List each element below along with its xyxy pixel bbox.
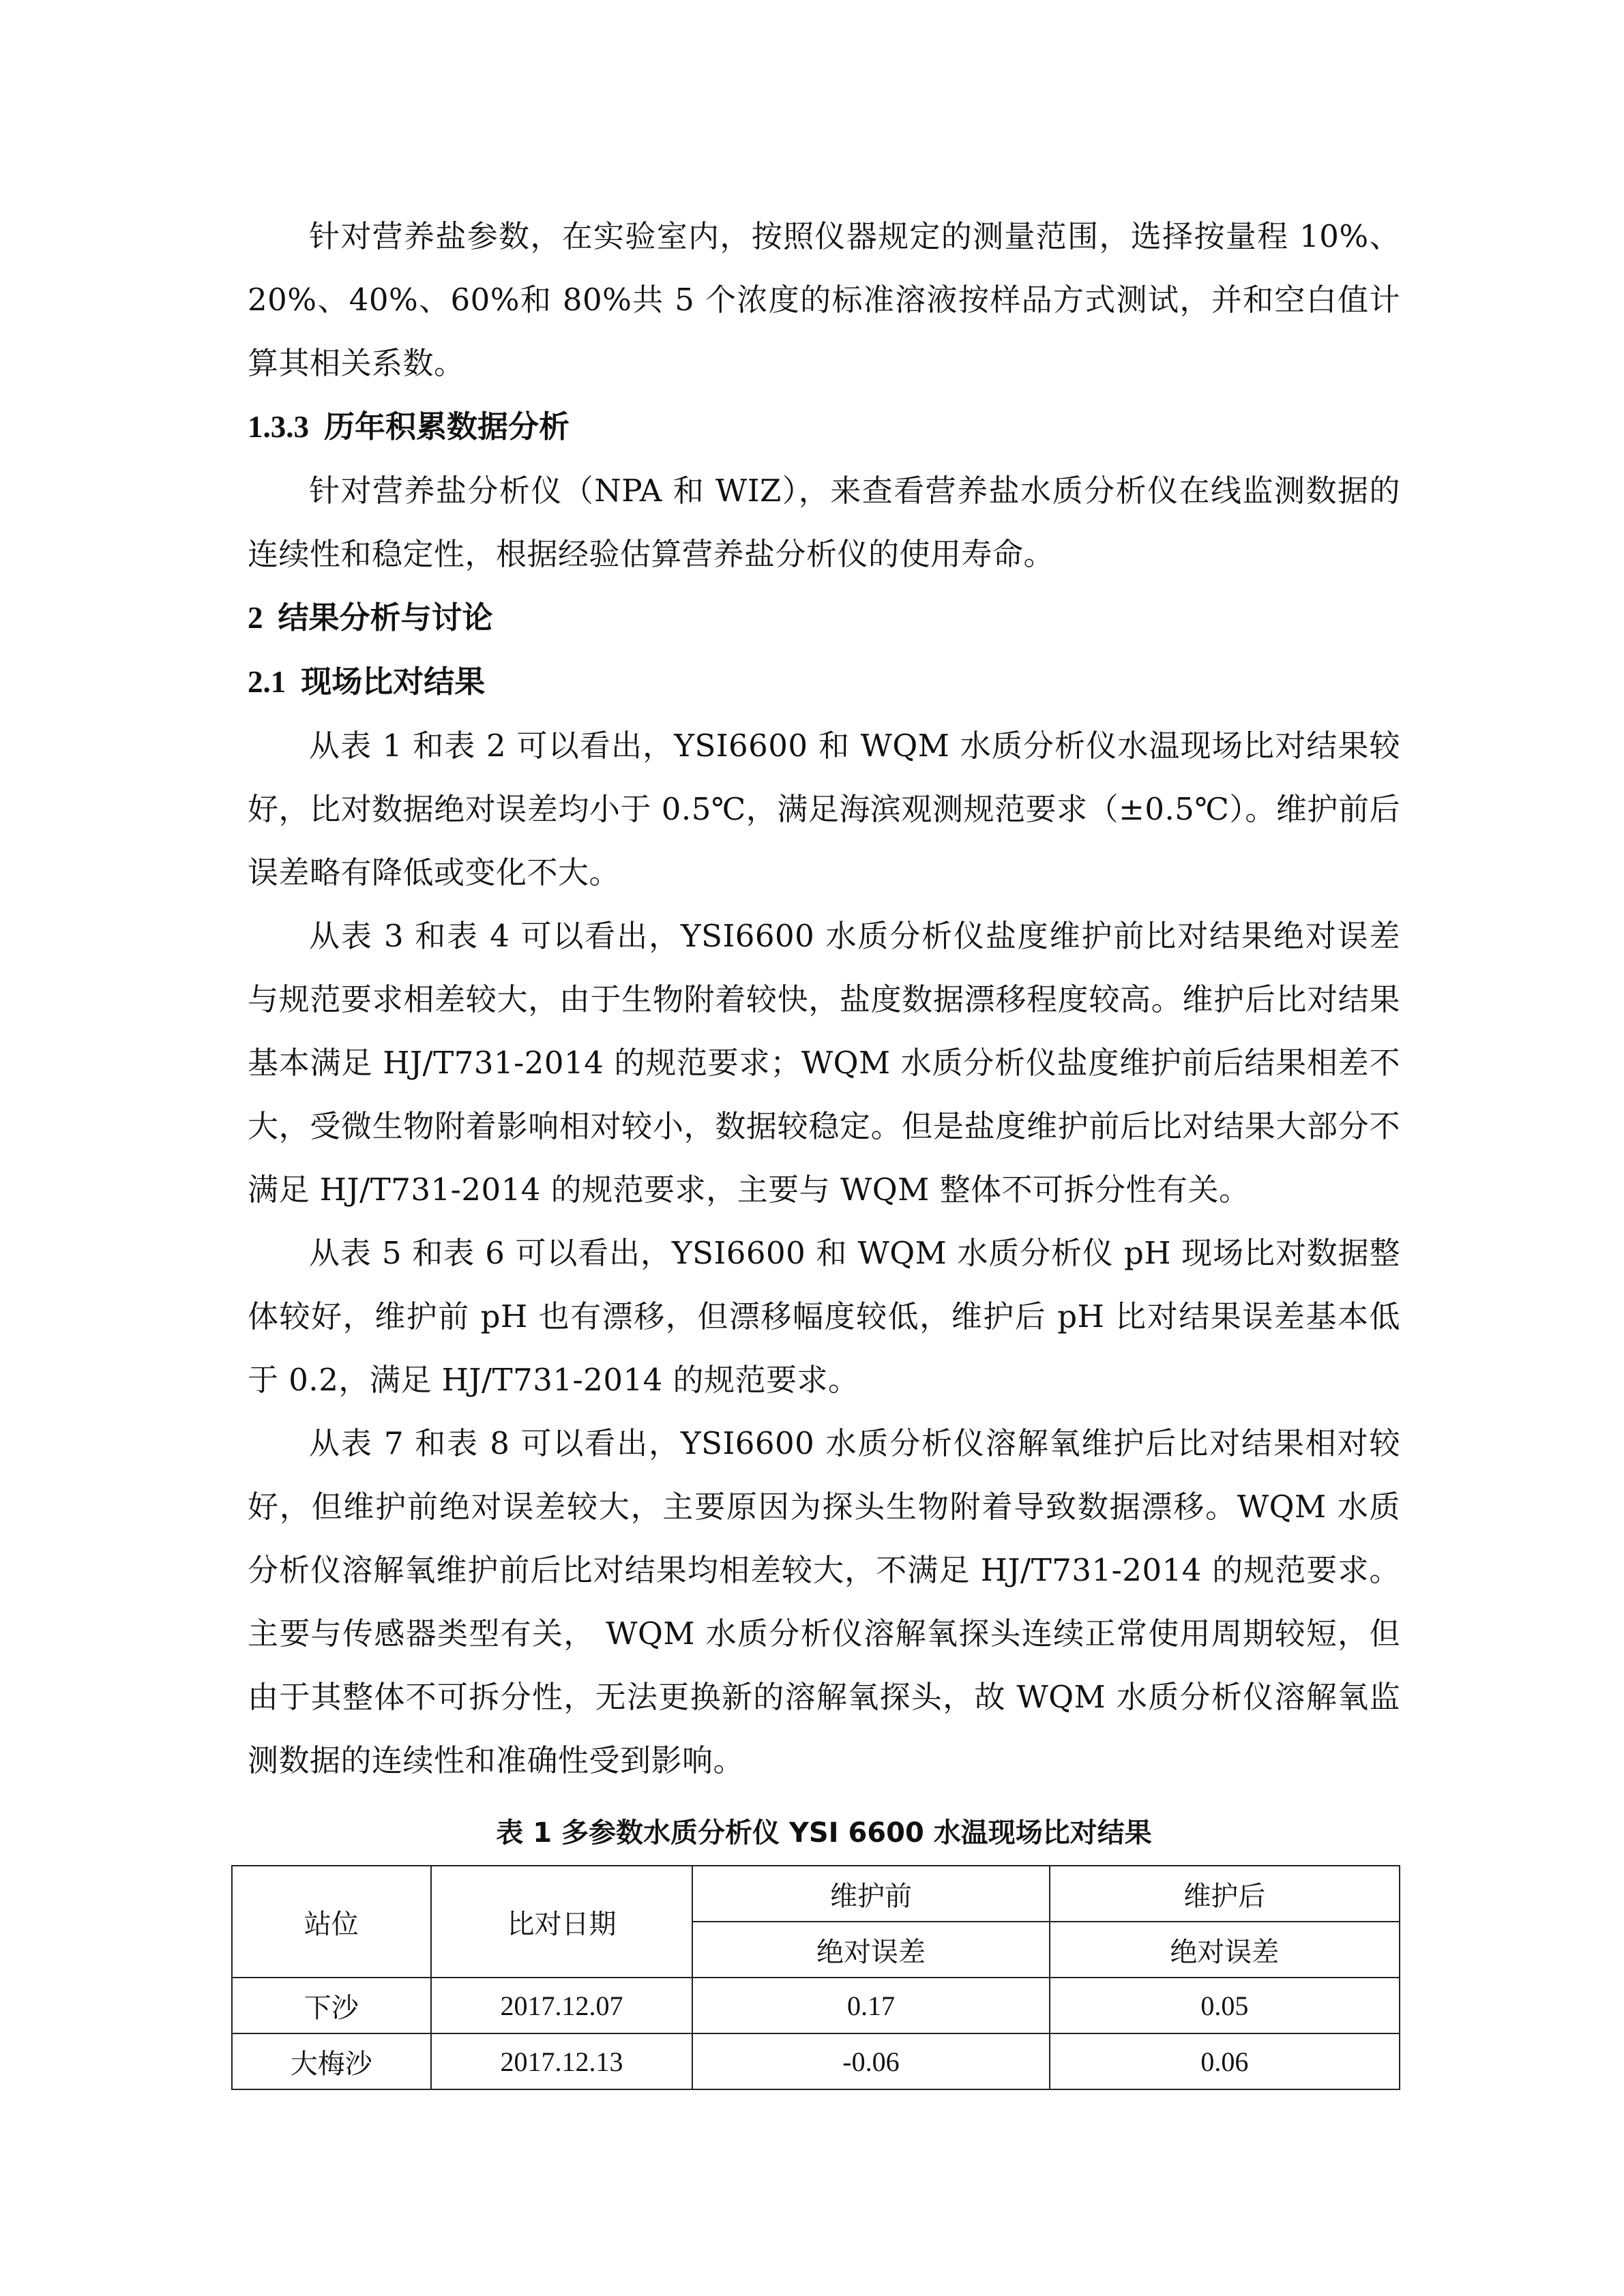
- paragraph-ph: 从表 5 和表 6 可以看出，YSI6600 和 WQM 水质分析仪 pH 现场比对数据整体较好，维护前 pH 也有漂移，但漂移幅度较低，维护后 pH 比对结果误差基本低于 0.2，满足 HJ/T731-2014 的规范要求。: [248, 1235, 1400, 1398]
- paragraph-water-temperature: 从表 1 和表 2 可以看出，YSI6600 和 WQM 水质分析仪水温现场比对结果较好，比对数据绝对误差均小于 0.5℃，满足海滨观测规范要求（±0.5℃）。维护前后误差略有降低或变化不大。: [248, 728, 1400, 891]
- header-date: 比对日期: [431, 1866, 693, 1978]
- heading-text: 历年积累数据分析: [324, 408, 570, 445]
- table-row: [232, 1978, 1400, 2033]
- header-before: 维护前: [692, 1866, 1049, 1922]
- table-row: [232, 2033, 1400, 2089]
- document-page: [248, 205, 1400, 2090]
- header-after-abs-error: 绝对误差: [1050, 1922, 1400, 1978]
- paragraph-historical-data: 针对营养盐分析仪（NPA 和 WIZ），来查看营养盐水质分析仪在线监测数据的连续性和稳定性，根据经验估算营养盐分析仪的使用寿命。: [248, 473, 1400, 572]
- cell-before: 0.17: [692, 1978, 1049, 2033]
- paragraph-nutrient-test: 针对营养盐参数，在实验室内，按照仪器规定的测量范围，选择按量程 10%、20%、40%、60%和 80%共 5 个浓度的标准溶液按样品方式测试，并和空白值计算其相关系数。: [248, 218, 1400, 381]
- heading-2: [248, 586, 1400, 650]
- table-header-row: [232, 1866, 1400, 1922]
- heading-number: 2.1: [248, 665, 286, 699]
- heading-2-1: [248, 650, 1400, 714]
- cell-station: 下沙: [232, 1978, 431, 2033]
- table-caption: 表 1 多参数水质分析仪 YSI 6600 水温现场比对结果: [496, 1817, 1152, 1849]
- heading-text: 现场比对结果: [301, 664, 486, 700]
- cell-date: 2017.12.13: [431, 2033, 693, 2089]
- cell-before: -0.06: [692, 2033, 1049, 2089]
- heading-number: 2: [248, 601, 263, 635]
- paragraph-salinity: 从表 3 和表 4 可以看出，YSI6600 水质分析仪盐度维护前比对结果绝对误差与规范要求相差较大，由于生物附着较快，盐度数据漂移程度较高。维护后比对结果基本满足 HJ/T731-2014 的规范要求；WQM 水质分析仪盐度维护前后结果相差不大，受微生物附着影响相对较小，数据较稳定。但是盐度维护前后比对结果大部分不满足 HJ/T731-2014 的规范要求，主要与 WQM 整体不可拆分性有关。: [248, 918, 1400, 1208]
- heading-1-3-3: [248, 395, 1400, 459]
- cell-date: 2017.12.07: [431, 1978, 693, 2033]
- cell-after: 0.06: [1050, 2033, 1400, 2089]
- cell-after: 0.05: [1050, 1978, 1400, 2033]
- heading-number: 1.3.3: [248, 410, 309, 444]
- heading-text: 结果分析与讨论: [278, 599, 493, 636]
- header-before-abs-error: 绝对误差: [692, 1922, 1049, 1978]
- comparison-table: [231, 1865, 1400, 2090]
- paragraph-dissolved-oxygen: 从表 7 和表 8 可以看出，YSI6600 水质分析仪溶解氧维护后比对结果相对较好，但维护前绝对误差较大，主要原因为探头生物附着导致数据漂移。WQM 水质分析仪溶解氧维护前后比对结果均相差较大，不满足 HJ/T731-2014 的规范要求。主要与传感器类型有关， WQM 水质分析仪溶解氧探头连续正常使用周期较短，但由于其整体不可拆分性，无法更换新的溶解氧探头，故 WQM 水质分析仪溶解氧监测数据的连续性和准确性受到影响。: [248, 1425, 1400, 1778]
- header-after: 维护后: [1050, 1866, 1400, 1922]
- cell-station: 大梅沙: [232, 2033, 431, 2089]
- header-station: 站位: [232, 1866, 431, 1978]
